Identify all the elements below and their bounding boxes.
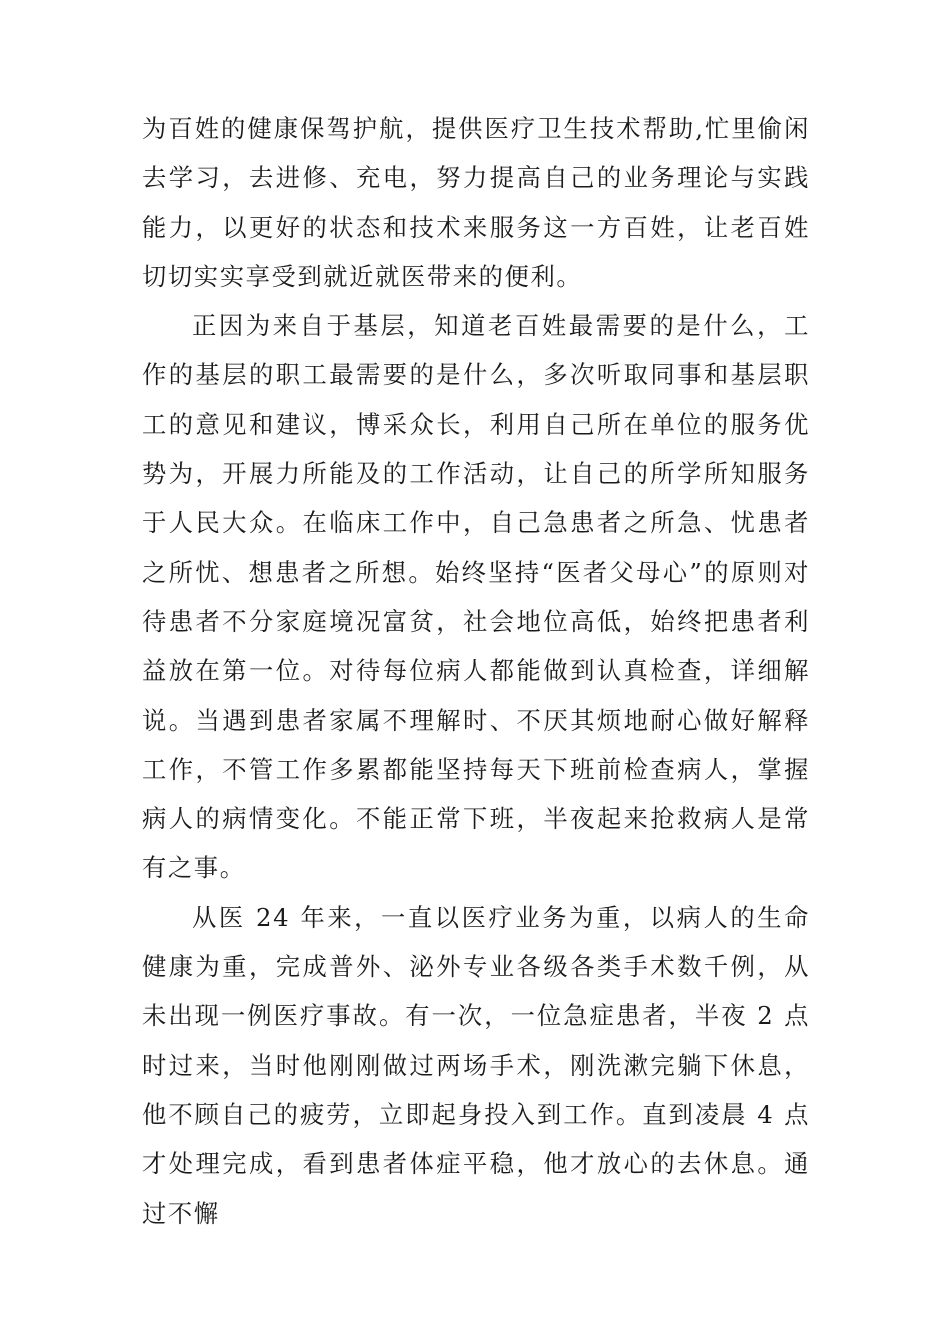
paragraph-1: 为百姓的健康保驾护航，提供医疗卫生技术帮助,忙里偷闲去学习，去进修、充电，努力提高自己的业务理论与实践能力，以更好的状态和技术来服务这一方百姓，让老百姓切切实实享受到就近就医带来的便利。: [142, 114, 810, 291]
document-body: [142, 104, 810, 1238]
paragraph-3: 从医 24 年来，一直以医疗业务为重，以病人的生命健康为重，完成普外、泌外专业各级各类手术数千例，从未出现一例医疗事故。有一次，一位急症患者，半夜 2 点时过来，当时他刚刚做过两场手术，刚洗漱完躺下休息，他不顾自己的疲劳，立即起身投入到工作。直到凌晨 4 点才处理完成，看到患者体症平稳，他才放心的去休息。通过不懈: [142, 902, 810, 1228]
paragraph-2: 正因为来自于基层，知道老百姓最需要的是什么，工作的基层的职工最需要的是什么，多次听取同事和基层职工的意见和建议，博采众长，利用自己所在单位的服务优势为，开展力所能及的工作活动，让自己的所学所知服务于人民大众。在临床工作中，自己急患者之所急、忧患者之所忧、想患者之所想。始终坚持“医者父母心”的原则对待患者不分家庭境况富贫，社会地位高低，始终把患者利益放在第一位。对待每位病人都能做到认真检查，详细解说。当遇到患者家属不理解时、不厌其烦地耐心做好解释工作，不管工作多累都能坚持每天下班前检查病人，掌握病人的病情变化。不能正常下班，半夜起来抢救病人是常有之事。: [142, 311, 810, 883]
